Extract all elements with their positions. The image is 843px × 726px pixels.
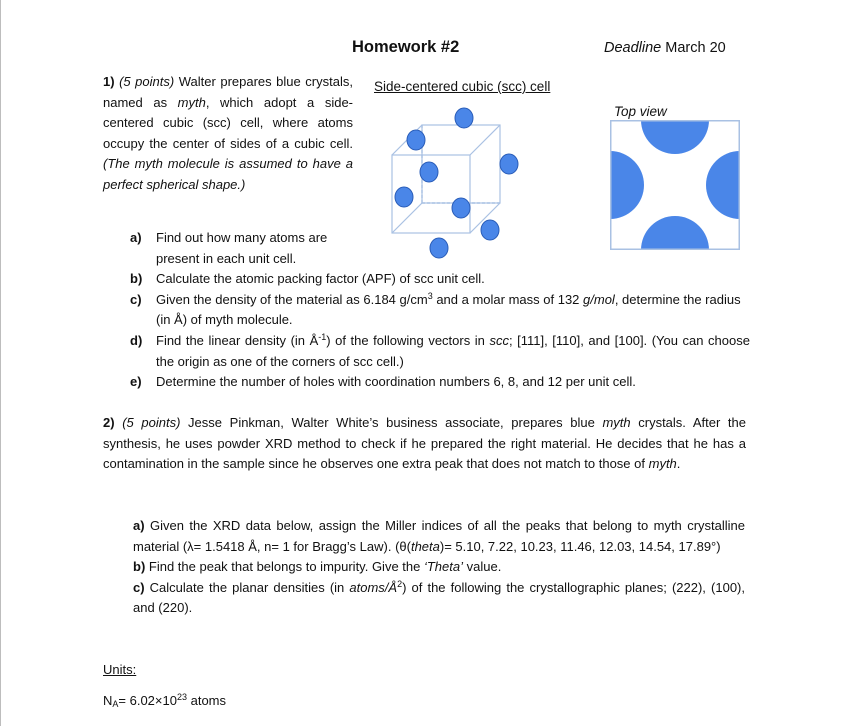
na-symbol: N — [103, 693, 113, 708]
scc-figure-label: Side-centered cubic (scc) cell — [374, 79, 551, 94]
na-subscript: A — [112, 699, 119, 709]
q2-item-c — [133, 578, 745, 619]
q2-item-a — [133, 516, 745, 557]
q2-myth: myth — [602, 415, 631, 430]
atom — [395, 187, 413, 207]
atom-section — [706, 151, 740, 219]
atom-section — [610, 151, 644, 219]
item-text: Given the density of the material as 6.184 g/cm — [156, 291, 428, 307]
item-unit: g/mol — [583, 291, 615, 307]
q1-questions — [130, 228, 750, 393]
q1-intro-text-b: , which adopt a side-centered cubic (scc) cell, where atoms occupy the center of sides of a cubic cell. — [103, 94, 354, 151]
na-value: = 6.02×10 — [118, 693, 177, 708]
deadline-label: Deadline — [604, 40, 662, 56]
q1-myth: myth — [177, 94, 206, 110]
item-text: ) of the following the crystallographic planes; (222), (100), and (220). — [133, 579, 745, 616]
q2-subquestions — [133, 516, 745, 619]
item-text: Find out how many atoms are present in each unit cell. — [156, 230, 328, 266]
item-units: atoms/Å — [349, 579, 398, 595]
theta-quote: ‘Theta’ — [423, 559, 463, 575]
q2-text-b: crystals. After the synthesis, he uses powder XRD method to check if he prepared the right material. He decides that he has a contamination in the sample since he observes one extra peak that does not match to those of — [103, 415, 746, 472]
q2-intro — [103, 413, 746, 475]
item-text: and a molar mass of 132 — [432, 291, 584, 307]
q1-item-b — [130, 269, 750, 290]
q2-points: (5 points) — [122, 415, 181, 430]
deadline — [604, 40, 726, 56]
item-text: ; [111], [110], and [100]. (You can choose the origin as one of the corners of scc cell.) — [156, 332, 750, 369]
avogadro-constant — [103, 693, 226, 708]
page-left-border — [0, 0, 1, 726]
item-letter: a) — [130, 230, 142, 245]
q1-intro-text-a: Walter prepares blue crystals, named as — [103, 74, 353, 110]
item-letter: c) — [133, 579, 145, 595]
q1-item-e — [130, 372, 750, 393]
superscript: 2 — [397, 578, 403, 589]
superscript: -1 — [318, 331, 327, 342]
superscript: 3 — [427, 290, 433, 301]
atom — [455, 108, 473, 128]
q2-item-b — [133, 557, 745, 578]
q2-end: . — [676, 456, 681, 472]
units-heading: Units: — [103, 662, 137, 677]
item-letter: b) — [130, 271, 143, 287]
na-exponent: 23 — [176, 692, 187, 702]
q1-item-c — [130, 290, 750, 331]
q2-myth-2: myth — [648, 456, 677, 472]
item-letter: e) — [130, 374, 142, 390]
page-title: Homework #2 — [352, 38, 460, 56]
deadline-date: March 20 — [665, 40, 726, 56]
item-letter: a) — [133, 518, 145, 533]
item-text: Calculate the atomic packing factor (APF) of scc unit cell. — [156, 271, 485, 287]
top-view-label: Top view — [614, 104, 667, 119]
atom — [500, 154, 518, 174]
item-text: Find the linear density (in Å — [156, 332, 319, 348]
atom — [407, 130, 425, 150]
atom — [452, 198, 470, 218]
q1-note: (The myth molecule is assumed to have a perfect spherical shape.) — [103, 156, 353, 192]
q1-item-d — [130, 331, 750, 372]
item-letter: c) — [130, 291, 142, 307]
item-text: value. — [463, 559, 502, 575]
item-text: Calculate the planar densities (in — [144, 579, 350, 595]
q1-intro — [103, 72, 353, 196]
item-text: )= 5.10, 7.22, 10.23, 11.46, 12.03, 14.54, 17.89°) — [439, 538, 721, 554]
item-text: , determine the radius (in Å) of myth molecule. — [156, 291, 741, 328]
item-text: ) of the following vectors in — [326, 332, 490, 348]
q1-number: 1) — [103, 74, 115, 89]
q2-number: 2) — [103, 415, 115, 430]
item-text: Given the XRD data below, assign the Miller indices of all the peaks that belong to myth crystalline material (λ= 1.5418 Å, n= 1 for Bragg’s Law). (θ( — [133, 518, 745, 554]
na-unit: atoms — [186, 693, 226, 708]
q1-points: (5 points) — [119, 74, 175, 89]
item-text: Determine the number of holes with coordination numbers 6, 8, and 12 per unit cell. — [156, 374, 636, 390]
item-scc: scc — [489, 332, 509, 348]
theta-word: theta — [410, 538, 440, 554]
q2-text-a: Jesse Pinkman, Walter White’s business associate, prepares blue — [180, 415, 603, 430]
atom-section — [641, 120, 709, 154]
atom — [420, 162, 438, 182]
item-text: Find the peak that belongs to impurity. Give the — [145, 559, 424, 575]
item-letter: d) — [130, 332, 143, 348]
q1-item-a — [130, 228, 356, 269]
item-letter: b) — [133, 559, 146, 575]
